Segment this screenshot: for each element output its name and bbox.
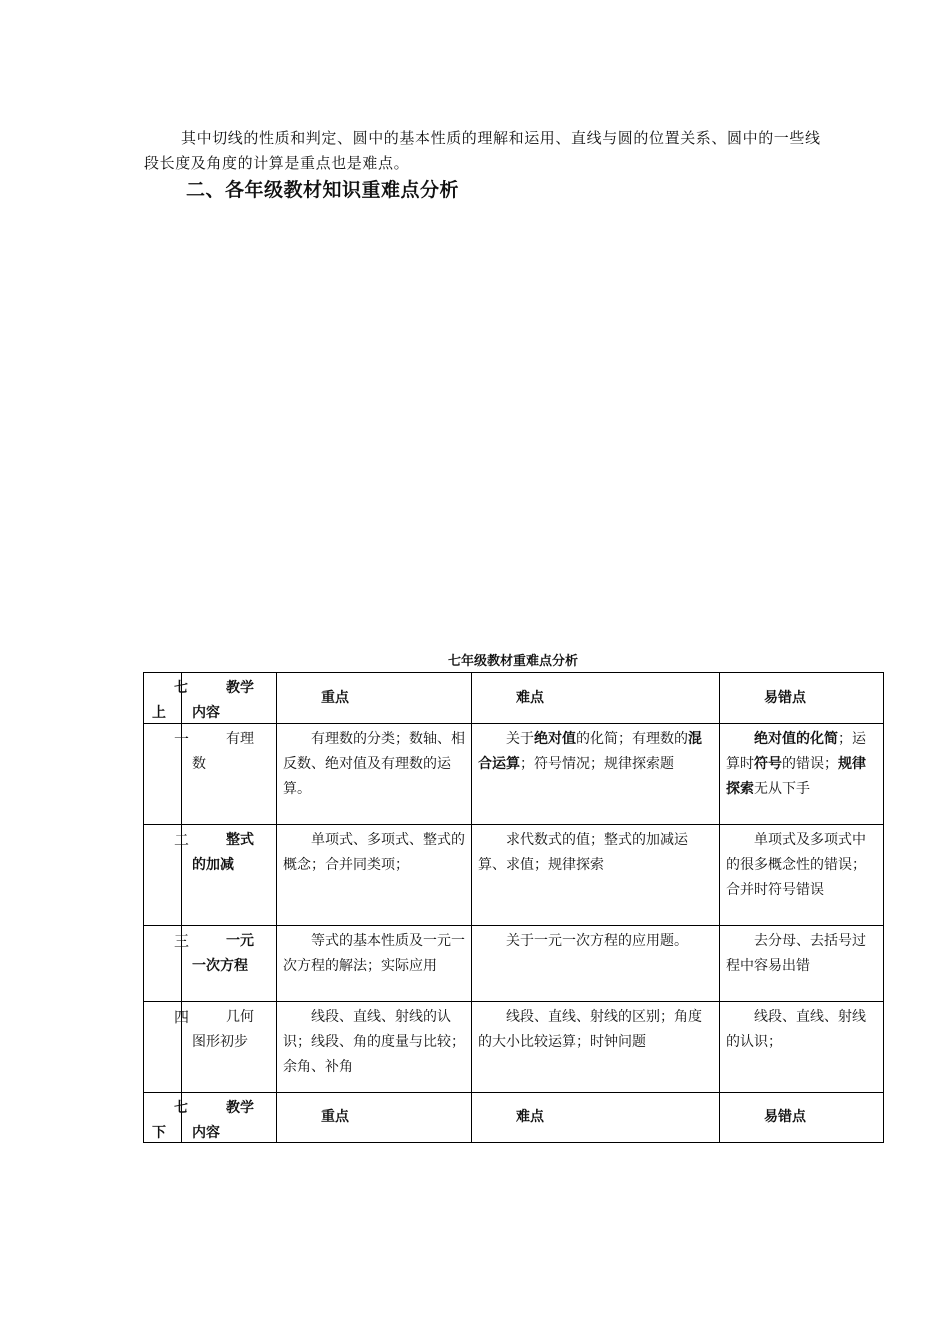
error-cell bbox=[720, 825, 884, 926]
difficulty-emph: 绝对值 bbox=[534, 731, 576, 747]
error-text: ；运算时 bbox=[726, 731, 866, 772]
chapter-cell bbox=[144, 724, 277, 825]
error-text: 去分母、去括号过程中容易出错 bbox=[726, 933, 866, 974]
error-emph: 规律探索 bbox=[726, 756, 866, 797]
grade7-table bbox=[143, 672, 884, 1143]
key-point-cell bbox=[277, 926, 472, 1002]
error-emph: 绝对值的化简 bbox=[754, 731, 838, 747]
chapter-number: 四 bbox=[174, 1008, 190, 1026]
difficulty-text: ；符号情况；规律探索题 bbox=[520, 756, 674, 772]
intro-paragraph bbox=[144, 126, 824, 176]
table-row bbox=[144, 1002, 884, 1093]
chapter-cell bbox=[144, 926, 277, 1002]
key-point-text: 线段、直线、射线的认识；线段、角的度量与比较；余角、补角 bbox=[283, 1009, 465, 1075]
chapter-title-2: 图形初步 bbox=[192, 1034, 248, 1050]
header-row-top bbox=[144, 673, 884, 724]
key-point-cell bbox=[277, 825, 472, 926]
content-label-1: 教学 bbox=[226, 680, 254, 696]
chapter-title-1: 一元 bbox=[226, 933, 254, 949]
difficulty-cell bbox=[472, 926, 720, 1002]
error-cell bbox=[720, 926, 884, 1002]
header-difficult: 难点 bbox=[472, 1093, 720, 1143]
section-heading: 二、各年级教材知识重难点分析 bbox=[186, 179, 460, 201]
error-cell bbox=[720, 1002, 884, 1093]
grade-char: 七 bbox=[174, 680, 188, 696]
header-row-bottom bbox=[144, 1093, 884, 1143]
difficulty-cell bbox=[472, 825, 720, 926]
chapter-cell bbox=[144, 1002, 277, 1093]
chapter-cell bbox=[144, 825, 277, 926]
difficulty-text: 的化简；有理数的 bbox=[576, 731, 688, 747]
difficulty-text: 关于一元一次方程的应用题。 bbox=[506, 933, 688, 949]
header-key: 重点 bbox=[277, 1093, 472, 1143]
chapter-number: 二 bbox=[174, 831, 190, 849]
table-row bbox=[144, 724, 884, 825]
difficulty-cell bbox=[472, 1002, 720, 1093]
content-label-2: 内容 bbox=[192, 1125, 220, 1141]
content-label-1: 教学 bbox=[226, 1100, 254, 1116]
grade-char: 七 bbox=[174, 1100, 188, 1116]
chapter-number: 三 bbox=[174, 932, 190, 950]
key-point-text: 等式的基本性质及一元一次方程的解法；实际应用 bbox=[283, 933, 465, 974]
header-key: 重点 bbox=[277, 673, 472, 724]
header-content-cell bbox=[144, 1093, 277, 1143]
error-text: 线段、直线、射线的认识； bbox=[726, 1009, 866, 1050]
header-error: 易错点 bbox=[720, 1093, 884, 1143]
table-title: 七年级教材重难点分析 bbox=[447, 654, 578, 669]
key-point-text: 单项式、多项式、整式的概念；合并同类项； bbox=[283, 832, 465, 873]
error-text: 单项式及多项式中的很多概念性的错误；合并时符号错误 bbox=[726, 832, 866, 898]
term-char: 下 bbox=[152, 1125, 166, 1141]
key-point-cell bbox=[277, 1002, 472, 1093]
intro-text: 其中切线的性质和判定、圆中的基本性质的理解和运用、直线与圆的位置关系、圆中的一些线段长度及角度的计算是重点也是难点。 bbox=[144, 129, 821, 172]
table-row bbox=[144, 825, 884, 926]
error-text: 无从下手 bbox=[754, 781, 810, 797]
header-content-cell bbox=[144, 673, 277, 724]
chapter-title-2: 数 bbox=[192, 756, 206, 772]
error-cell bbox=[720, 724, 884, 825]
table-row bbox=[144, 926, 884, 1002]
difficulty-cell bbox=[472, 724, 720, 825]
key-point-text: 有理数的分类；数轴、相反数、绝对值及有理数的运算。 bbox=[283, 731, 465, 797]
header-difficult: 难点 bbox=[472, 673, 720, 724]
chapter-title-1: 有理 bbox=[226, 731, 254, 747]
key-point-cell bbox=[277, 724, 472, 825]
chapter-title-2: 的加减 bbox=[192, 857, 234, 873]
difficulty-emph: 混合运算 bbox=[478, 731, 702, 772]
chapter-title-1: 几何 bbox=[226, 1009, 254, 1025]
difficulty-text: 线段、直线、射线的区别；角度的大小比较运算；时钟问题 bbox=[478, 1009, 702, 1050]
chapter-title-2: 一次方程 bbox=[192, 958, 248, 974]
difficulty-text: 关于 bbox=[506, 731, 534, 747]
error-emph: 符号 bbox=[754, 756, 782, 772]
chapter-number: 一 bbox=[174, 730, 190, 748]
chapter-title-1: 整式 bbox=[226, 832, 254, 848]
difficulty-text: 求代数式的值；整式的加减运算、求值；规律探索 bbox=[478, 832, 688, 873]
header-error: 易错点 bbox=[720, 673, 884, 724]
content-label-2: 内容 bbox=[192, 705, 220, 721]
term-char: 上 bbox=[152, 705, 166, 721]
error-text: 的错误； bbox=[782, 756, 838, 772]
